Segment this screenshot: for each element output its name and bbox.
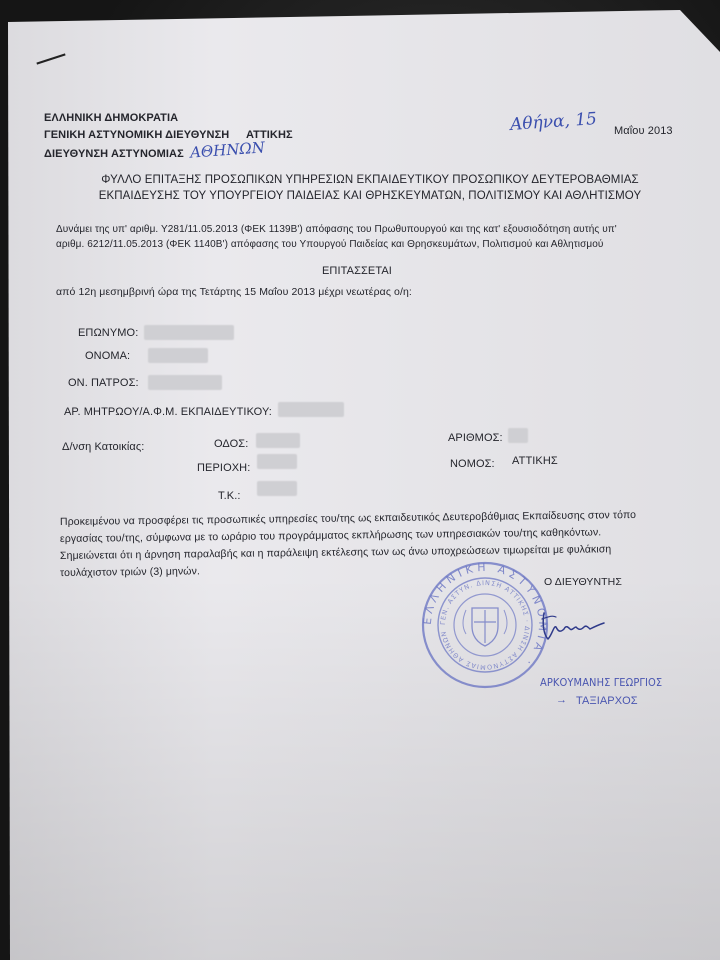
field-area-redacted [257,454,297,469]
field-area-label: ΠΕΡΙΟΧΗ: [197,462,251,474]
header-police-directorate: ΔΙΕΥΘΥΝΣΗ ΑΣΤΥΝΟΜΙΑΣ [44,148,184,160]
body-line-3: Σημειώνεται ότι η άρνηση παραλαβής και η παράλειψη εκτέλεσης των ως άνω υποχρεώσεων τιμωρείται με φυλάκιση [59,543,612,562]
field-number-label: ΑΡΙΘΜΟΣ: [448,432,503,444]
handwritten-signature [538,605,618,645]
preamble-line-2: αριθμ. 6212/11.05.2013 (ΦΕΚ 1140Β') απόφασης του Υπουργού Παιδείας και Θρησκευμάτων, Πολιτισμού και Αθλητισμού [56,239,604,250]
field-registry-redacted [278,402,344,417]
preamble-line-1: Δυνάμει της υπ' αριθμ. Υ281/11.05.2013 (ΦΕΚ 1139Β') απόφασης του Πρωθυπουργού και της κατ' εξουσιοδότηση αυτής υπ' [56,224,617,235]
field-name-redacted [148,348,208,363]
field-surname-redacted [144,325,234,340]
title-line-1: ΦΥΛΛΟ ΕΠΙΤΑΞΗΣ ΠΡΟΣΩΠΙΚΩΝ ΥΠΗΡΕΣΙΩΝ ΕΚΠΑΙΔΕΥΤΙΚΟΥ ΠΡΟΣΩΠΙΚΟΥ ΔΕΥΤΕΡΟΒΑΘΜΙΑΣ [101,174,639,186]
header-republic: ΕΛΛΗΝΙΚΗ ΔΗΜΟΚΡΑΤΙΑ [44,112,179,124]
official-stamp [420,560,550,690]
field-registry-label: ΑΡ. ΜΗΤΡΩΟΥ/Α.Φ.Μ. ΕΚΠΑΙΔΕΥΤΙΚΟΥ: [64,406,272,418]
body-line-2: εργασίας του/της, σύμφωνα με το ωράριο του προγράμματος εκπλήρωσης των υπηρεσιακών του/της καθηκόντων. [59,526,602,545]
field-postal-redacted [257,481,297,496]
date-printed: Μαΐου 2013 [614,125,673,137]
field-father-redacted [148,375,222,390]
field-prefecture-label: ΝΟΜΟΣ: [450,458,495,470]
header-directorate: ΓΕΝΙΚΗ ΑΣΤΥΝΟΜΙΚΗ ΔΙΕΥΘΥΝΣΗ [44,129,230,141]
field-prefecture-value: ΑΤΤΙΚΗΣ [512,455,558,467]
field-street-label: ΟΔΟΣ: [214,438,249,450]
field-postal-label: Τ.Κ.: [218,490,241,502]
field-residence-label: Δ/νση Κατοικίας: [62,441,145,453]
signature-rank: ΤΑΞΙΑΡΧΟΣ [576,695,638,707]
field-surname-label: ΕΠΩΝΥΜΟ: [78,327,139,339]
body-line-1: Προκειμένου να προσφέρει τις προσωπικές υπηρεσίες του/της ως εκπαιδευτικός Δευτεροβάθμιας Εκπαίδευσης στον τόπο [59,508,637,528]
field-name-label: ΟΝΟΜΑ: [85,350,131,362]
field-father-label: ΟΝ. ΠΑΤΡΟΣ: [68,377,139,389]
field-street-redacted [256,433,300,448]
header-region: ΑΤΤΙΚΗΣ [246,129,293,141]
order-heading: ΕΠΙΤΑΣΣΕΤΑΙ [322,265,392,277]
title-line-2: ΕΚΠΑΙΔΕΥΣΗΣ ΤΟΥ ΥΠΟΥΡΓΕΙΟΥ ΠΑΙΔΕΙΑΣ ΚΑΙ ΘΡΗΣΚΕΥΜΑΤΩΝ, ΠΟΛΙΤΙΣΜΟΥ ΚΑΙ ΑΘΛΗΤΙΣΜΟΥ [98,190,642,202]
svg-text:ΓΕΝ. ΑΣΤΥΝ. ΔΙΝΣΗ ΑΤΤΙΚΗΣ · ΔΙ: ΓΕΝ. ΑΣΤΥΝ. ΔΙΝΣΗ ΑΤΤΙΚΗΣ · ΔΙΝΣΗ ΑΣΤΥΝΟΜΙΑΣ ΑΘΗΝΩΝ [438,578,532,672]
signature-rank-mark: → [556,694,568,706]
svg-text:ΕΛΛΗΝΙΚΗ ΑΣΤΥΝΟΜΙΑ ·: ΕΛΛΗΝΙΚΗ ΑΣΤΥΝΟΜΙΑ · [420,560,550,671]
date-handwritten: Αθήνα, 15 [509,108,598,136]
header-handwritten-city: ΑΘΗΝΩΝ [189,138,266,162]
signature-role: Ο ΔΙΕΥΘΥΝΤΗΣ [544,576,622,588]
field-number-redacted [508,428,528,443]
order-from-line: από 12η μεσημβρινή ώρα της Τετάρτης 15 Μαΐου 2013 μέχρι νεωτέρας ο/η: [56,286,412,298]
body-line-4: τουλάχιστον τριών (3) μηνών. [59,565,201,579]
signature-name: ΑΡΚΟΥΜΑΝΗΣ ΓΕΩΡΓΙΟΣ [540,676,663,689]
